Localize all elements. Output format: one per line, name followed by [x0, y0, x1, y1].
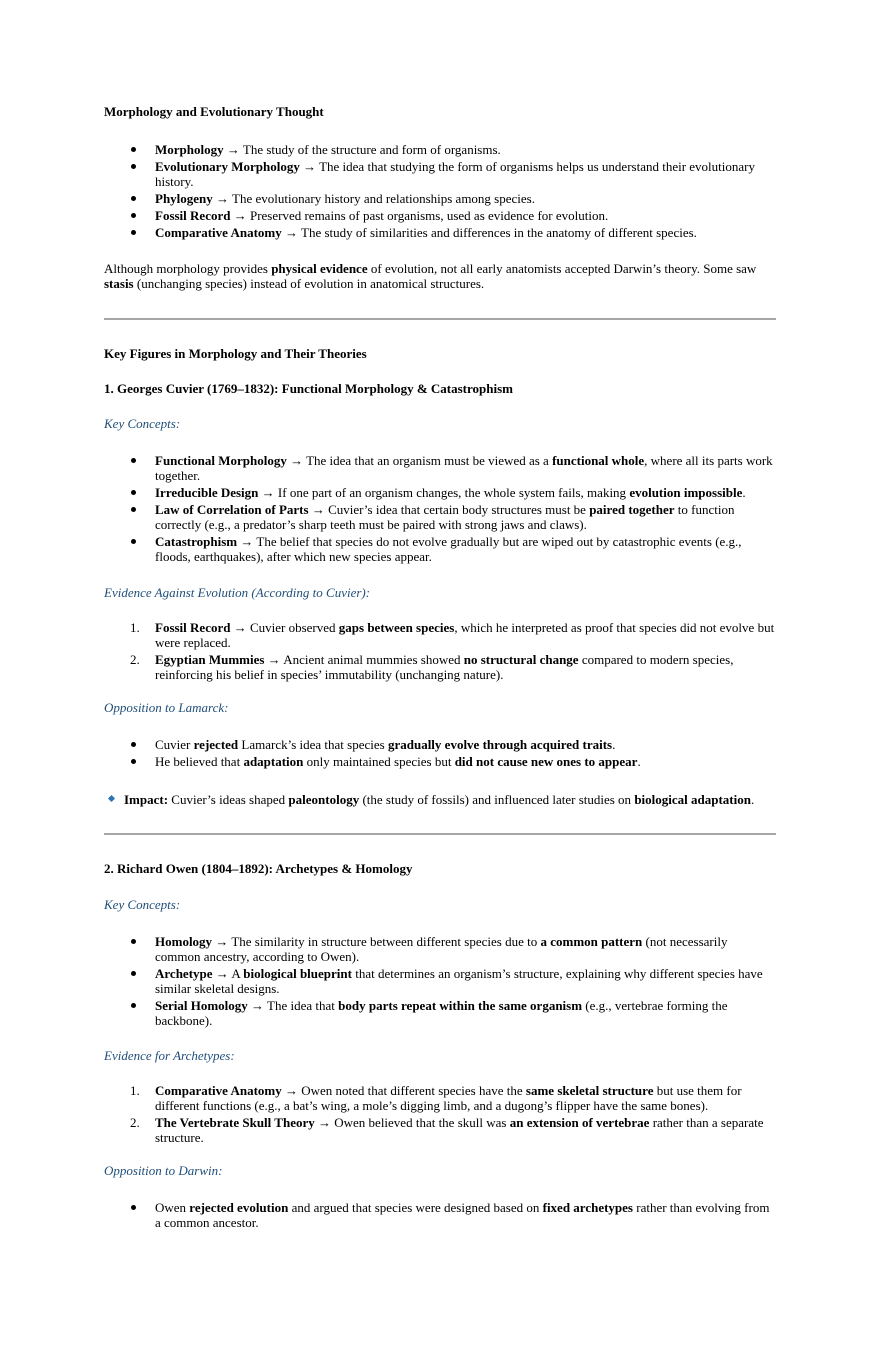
owen-heading: 2. Richard Owen (1804–1892): Archetypes & Homology	[104, 861, 413, 876]
list-item: Phylogeny → The evolutionary history and relationships among species.	[104, 191, 776, 206]
owen-key-concepts-label: Key Concepts:	[104, 897, 181, 912]
list-item: Law of Correlation of Parts → Cuvier’s idea that certain body structures must be paired together to function correctly (e.g., a predator’s sharp teeth must be paired with strong jaws and claws).	[104, 502, 776, 532]
cuvier-impact: Impact: Cuvier’s ideas shaped paleontology (the study of fossils) and influenced later studies on biological adaptation.	[104, 792, 796, 807]
list-item: Cuvier rejected Lamarck’s idea that species gradually evolve through acquired traits.	[104, 737, 776, 752]
list-item: Archetype → A biological blueprint that determines an organism’s structure, explaining why different species have similar skeletal designs.	[104, 966, 776, 996]
list-item: 1. Fossil Record → Cuvier observed gaps between species, which he interpreted as proof that species did not evolve but were replaced.	[130, 620, 775, 650]
intro-paragraph: Although morphology provides physical evidence of evolution, not all early anatomists accepted Darwin’s theory. Some saw stasis (unchanging species) instead of evolution in anatomical structures.	[104, 261, 757, 291]
list-item: Homology → The similarity in structure between different species due to a common pattern (not necessarily common ancestry, according to Owen).	[104, 934, 776, 964]
owen-concepts-list	[104, 934, 776, 1028]
intro-list	[104, 142, 776, 240]
cuvier-opposition-label: Opposition to Lamarck:	[104, 700, 229, 715]
owen-opposition-label: Opposition to Darwin:	[104, 1163, 223, 1178]
page-title: Morphology and Evolutionary Thought	[104, 104, 324, 119]
list-item: Serial Homology → The idea that body parts repeat within the same organism (e.g., vertebrae forming the backbone).	[104, 998, 776, 1028]
list-item: 1. Comparative Anatomy → Owen noted that different species have the same skeletal structure but use them for different functions (e.g., a bat’s wing, a mole’s digging limb, and a dugong’s flipper have the same bones).	[130, 1083, 742, 1113]
document-page	[104, 0, 776, 1230]
list-item: Owen rejected evolution and argued that species were designed based on fixed archetypes rather than evolving from a common ancestor.	[104, 1200, 776, 1230]
cuvier-heading: 1. Georges Cuvier (1769–1832): Functional Morphology & Catastrophism	[104, 381, 513, 396]
list-item: He believed that adaptation only maintained species but did not cause new ones to appear.	[104, 754, 776, 769]
list-item: Morphology → The study of the structure and form of organisms.	[104, 142, 776, 157]
cuvier-evidence-list	[104, 620, 776, 682]
list-item: Evolutionary Morphology → The idea that studying the form of organisms helps us understand their evolutionary history.	[104, 159, 776, 189]
list-item: Catastrophism → The belief that species do not evolve gradually but are wiped out by catastrophic events (e.g., floods, earthquakes), after which new species appear.	[104, 534, 776, 564]
cuvier-evidence-label: Evidence Against Evolution (According to Cuvier):	[104, 585, 371, 600]
section-divider	[104, 833, 776, 835]
cuvier-key-concepts-label: Key Concepts:	[104, 416, 181, 431]
section-divider	[104, 318, 776, 320]
list-item: 2. Egyptian Mummies → Ancient animal mummies showed no structural change compared to modern species, reinforcing his belief in species’ immutability (unchanging nature).	[130, 652, 734, 682]
list-item: 2. The Vertebrate Skull Theory → Owen believed that the skull was an extension of vertebrae rather than a separate structure.	[130, 1115, 764, 1145]
owen-evidence-list	[104, 1083, 776, 1145]
cuvier-opposition-list	[104, 737, 776, 769]
section-heading: Key Figures in Morphology and Their Theories	[104, 346, 367, 361]
list-item: Fossil Record → Preserved remains of past organisms, used as evidence for evolution.	[104, 208, 776, 223]
cuvier-concepts-list	[104, 453, 776, 564]
list-item: Irreducible Design → If one part of an organism changes, the whole system fails, making evolution impossible.	[104, 485, 776, 500]
owen-evidence-label: Evidence for Archetypes:	[104, 1048, 235, 1063]
diamond-bullet-icon	[108, 795, 115, 802]
list-item: Functional Morphology → The idea that an organism must be viewed as a functional whole, where all its parts work together.	[104, 453, 776, 483]
owen-opposition-list	[104, 1200, 776, 1230]
list-item: Comparative Anatomy → The study of similarities and differences in the anatomy of different species.	[104, 225, 776, 240]
